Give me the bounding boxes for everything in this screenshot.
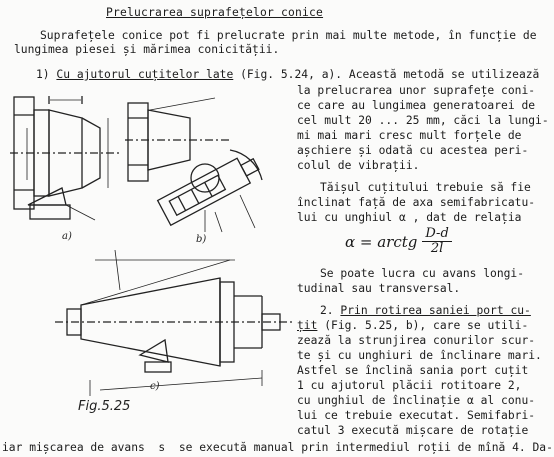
item2-line-1 bbox=[297, 319, 528, 333]
item1-text-line-4: mi mai mari cresc mult forțele de bbox=[297, 129, 522, 142]
item2-heading: Prin rotirea saniei port cu- bbox=[340, 304, 531, 317]
item2-heading-line bbox=[320, 304, 531, 318]
formula-fraction bbox=[422, 227, 451, 256]
item2-line-4: Astfel se înclină sania port cuțit bbox=[297, 364, 529, 377]
formula-lhs: α = arctg bbox=[345, 232, 418, 251]
figure-b-label: b) bbox=[196, 234, 207, 245]
item1-para3-line-1: Se poate lucra cu avans longi- bbox=[320, 267, 525, 280]
formula-numerator: D-d bbox=[422, 227, 451, 242]
figure-caption: Fig.5.25 bbox=[78, 399, 131, 414]
item1-text-line-6: colul de vibrații. bbox=[297, 159, 420, 172]
item1-text-line-1: la prelucrarea unor suprafețe coni- bbox=[297, 84, 536, 97]
angle-formula bbox=[345, 227, 452, 256]
item1-text-line-5: așchiere și odată cu acestea peri- bbox=[297, 144, 529, 157]
page-title: Prelucrarea suprafețelor conice bbox=[106, 6, 324, 19]
item1-para2-line-1: Tăișul cuțitului trebuie să fie bbox=[320, 181, 531, 194]
item1-para3-line-2: tudinal sau transversal. bbox=[297, 282, 461, 295]
item1-para2-line-2: înclinat față de axa semifabricatu- bbox=[297, 196, 536, 209]
intro-line-1: Suprafețele conice pot fi prelucrate prin mai multe metode, în funcție de bbox=[40, 29, 537, 42]
intro-line-2: lungimea piesei și mărimea conicității. bbox=[14, 43, 280, 56]
item2-line-2: zează la strunjirea conurilor scur- bbox=[297, 334, 536, 347]
item1-para2-line-3: lui cu unghiul α , dat de relația bbox=[297, 211, 522, 224]
figure-c-drawing bbox=[55, 250, 292, 396]
item2-line-8: catul 3 execută mișcare de rotație bbox=[297, 424, 529, 437]
item1-text-line-2: ce care au lungimea generatoarei de bbox=[297, 99, 536, 112]
item2-last-line: iar mișcarea de avans s se execută manual prin intermediul roții de mînă 4. Da- bbox=[2, 441, 553, 454]
item2-number: 2. bbox=[320, 304, 334, 317]
item2-line-6: cu unghiul de înclinație α al conu- bbox=[297, 394, 536, 407]
item2-heading-2: țit bbox=[297, 319, 318, 332]
item2-line-5: 1 cu ajutorul plăcii rotitoare 2, bbox=[297, 379, 522, 392]
item1-line bbox=[36, 68, 539, 82]
formula-denominator: 2l bbox=[430, 241, 444, 256]
item2-line-1-text: (Fig. 5.25, b), care se utili- bbox=[324, 319, 529, 332]
item2-line-3: te și cu unghiuri de înclinare mari. bbox=[297, 349, 542, 362]
item1-heading: Cu ajutorul cuțitelor late bbox=[56, 68, 234, 81]
figure-c-label: c) bbox=[150, 381, 160, 392]
figure-a-drawing bbox=[10, 96, 120, 220]
item1-number: 1) bbox=[36, 68, 50, 81]
figure-a-label: a) bbox=[62, 231, 72, 242]
item1-text-line-3: cel mult 20 ... 25 mm, căci la lungi- bbox=[297, 114, 549, 127]
item1-ref: (Fig. 5.24, a). bbox=[240, 68, 343, 81]
item2-line-7: lui ce trebuie executat. Semifabri- bbox=[297, 409, 536, 422]
figure-b-drawing bbox=[125, 98, 263, 232]
item1-lead: Această metodă se utilizează bbox=[348, 68, 540, 81]
